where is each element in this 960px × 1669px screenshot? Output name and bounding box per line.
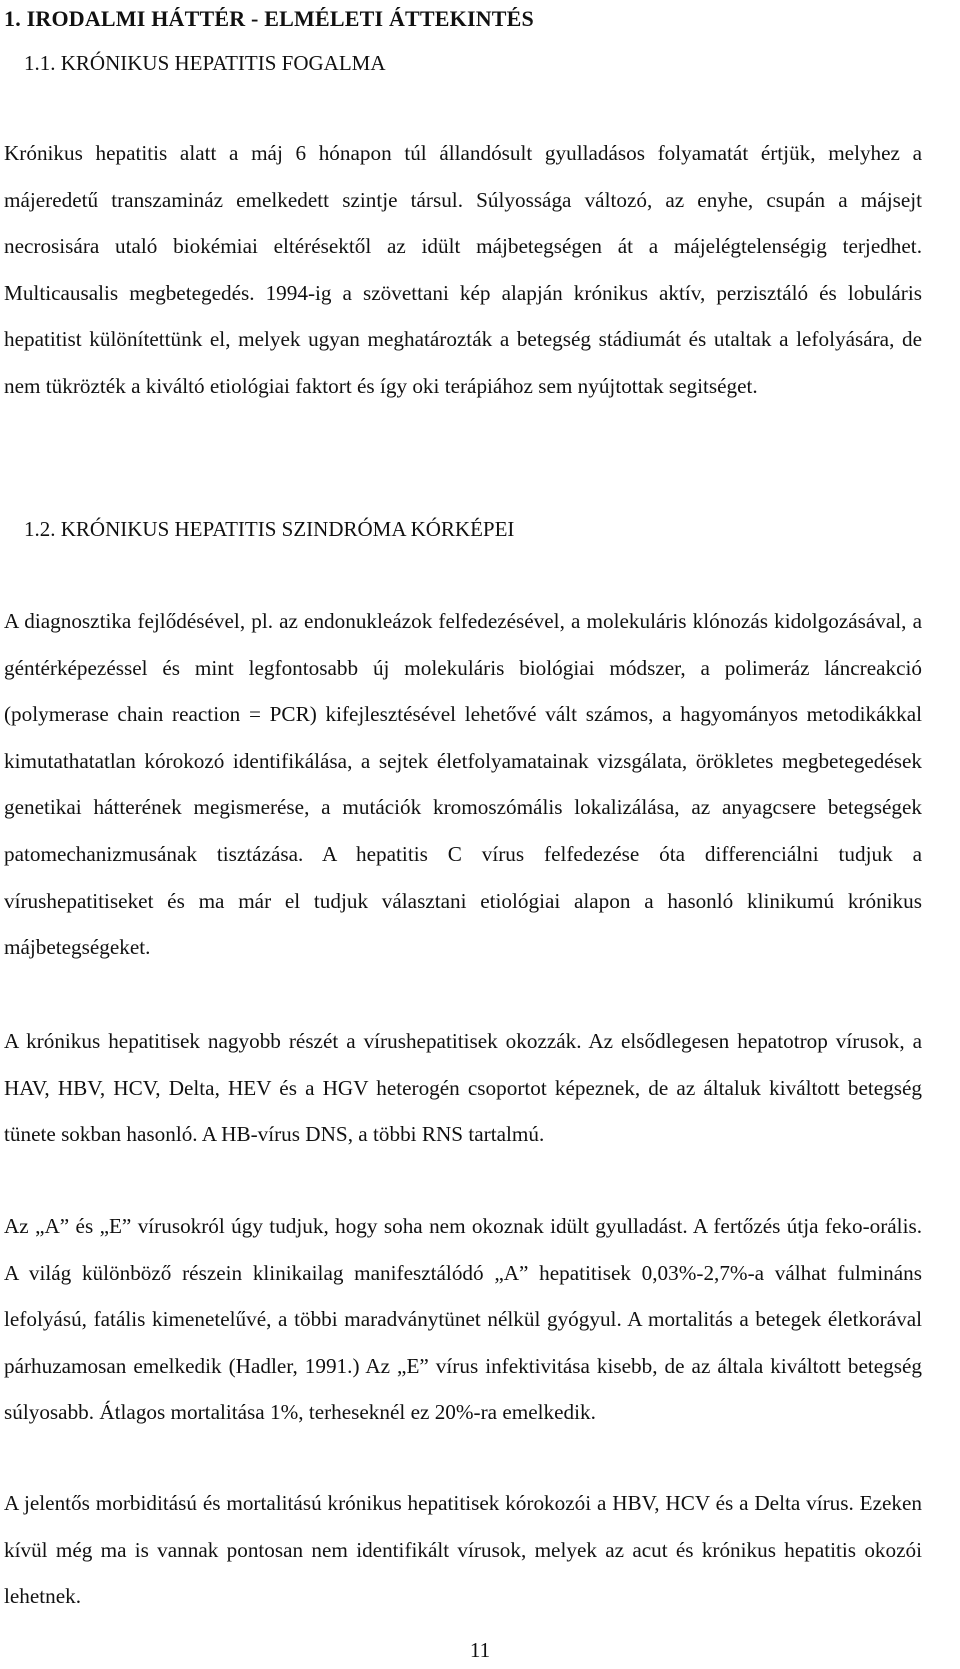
section-heading-1-1: 1.1. KRÓNIKUS HEPATITIS FOGALMA (24, 51, 386, 75)
paragraph-hbv-hcv-delta: A jelentős morbiditású és mortalitású krónikus hepatitisek kórokozói a HBV, HCV és a Delta vírus. Ezeken kívül még ma is vannak pontosan nem identifikált vírusok, melyek az acut és krónikus hepatitis okozói lehetnek. (4, 1491, 922, 1609)
paragraph-viral-causes: A krónikus hepatitisek nagyobb részét a vírushepatitisek okozzák. Az elsődlegesen hepatotrop vírusok, a HAV, HBV, HCV, Delta, HEV és a HGV heterogén csoportot képeznek, de az általuk kiváltott betegség tünete sokban hasonló. A HB-vírus DNS, a többi RNS tartalmú. (4, 1029, 922, 1147)
paragraph-definition: Krónikus hepatitis alatt a máj 6 hónapon túl állandósult gyulladásos folyamatát értjük, melyhez a májeredetű transzamináz emelkedett szintje társul. Súlyossága változó, az enyhe, csupán a májsejt necrosisára utaló biokémiai eltérésektől az idült májbetegségen át a májelégtelenségig terjedhet. Multicausalis megbetegedés. 1994-ig a szövettani kép alapján krónikus aktív, perzisztáló és lobuláris hepatitist különítettünk el, melyek ugyan meghatározták a betegség stádiumát és utaltak a lefolyására, de nem tükrözték a kiváltó etiológiai faktort és így oki terápiához sem nyújtottak segitséget. (4, 141, 922, 398)
chapter-heading: 1. IRODALMI HÁTTÉR - ELMÉLETI ÁTTEKINTÉS (4, 6, 534, 31)
page-number: 11 (469, 1638, 491, 1662)
paragraph-diagnostics: A diagnosztika fejlődésével, pl. az endonukleázok felfedezésével, a molekuláris klónozás kidolgozásával, a géntérképezéssel és mint legfontosabb új molekuláris biológiai módszer, a polimeráz láncreakció (polymerase chain reaction = PCR) kifejlesztésével lehetővé vált számos, a hagyományos metodikákkal kimutathatatlan kórokozó identifikálása, a sejtek életfolyamatainak vizsgálata, örökletes megbetegedések genetikai hátterének megismerése, a mutációk kromoszómális lokalizálása, az anyagcsere betegségek patomechanizmusának tisztázása. A hepatitis C vírus felfedezése óta differenciálni tudjuk a vírushepatitiseket és ma már el tudjuk választani etiológiai alapon a hasonló klinikumú krónikus májbetegségeket. (4, 609, 922, 960)
section-heading-1-2: 1.2. KRÓNIKUS HEPATITIS SZINDRÓMA KÓRKÉPEI (24, 517, 515, 541)
paragraph-hav-hev: Az „A” és „E” vírusokról úgy tudjuk, hogy soha nem okoznak idült gyulladást. A fertőzés útja feko-orális. A világ különböző részein klinikailag manifesztálódó „A” hepatitisek 0,03%-2,7%-a válhat fulmináns lefolyású, fatális kimenetelűvé, a többi maradványtünet nélkül gyógyul. A mortalitás a betegek életkorával párhuzamosan emelkedik (Hadler, 1991.) Az „E” vírus infektivitása kisebb, de az általa kiváltott betegség súlyosabb. Átlagos mortalitása 1%, terheseknél ez 20%-ra emelkedik. (4, 1214, 922, 1425)
